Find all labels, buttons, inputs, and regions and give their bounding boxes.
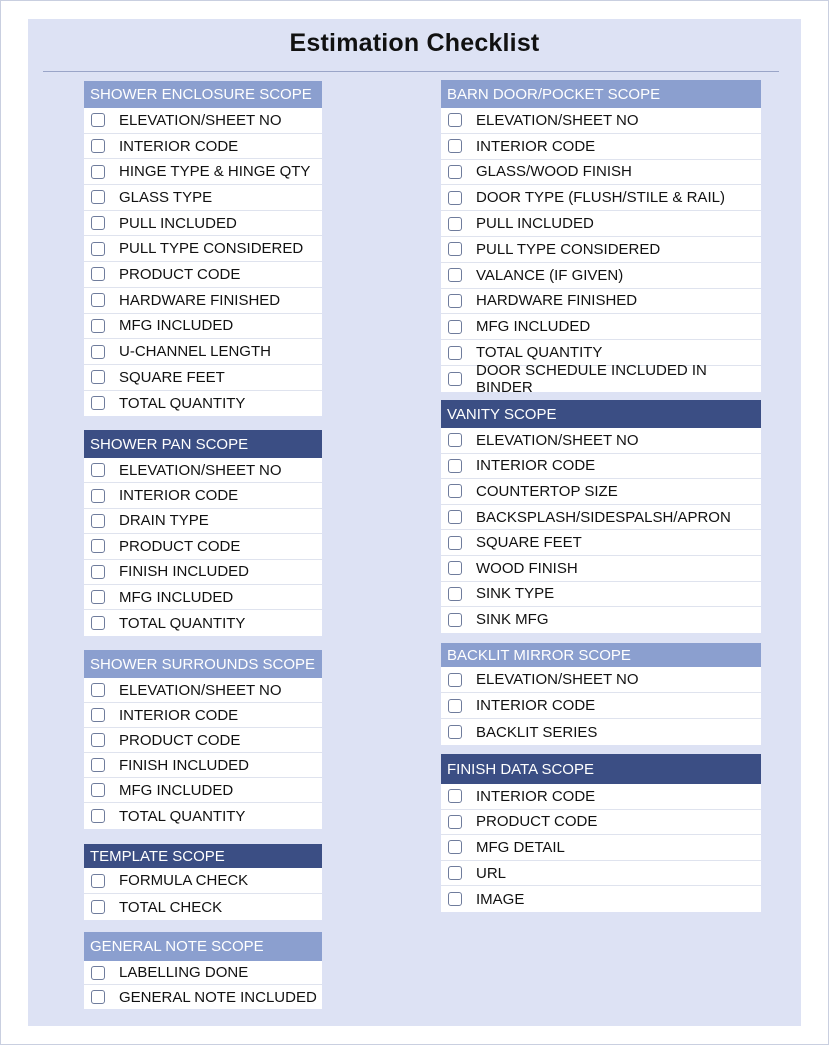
checkbox[interactable] [91,113,105,127]
checkbox[interactable] [91,139,105,153]
checkbox[interactable] [448,484,462,498]
checklist-item-label: SINK TYPE [476,585,555,603]
checklist-item-label: ELEVATION/SHEET NO [476,111,639,129]
checkbox[interactable] [91,616,105,630]
section-shower-surrounds [84,650,322,829]
checklist-item[interactable] [84,159,322,185]
checklist-item[interactable] [84,753,322,778]
checklist-item[interactable] [84,778,322,803]
checkbox[interactable] [448,242,462,256]
checkbox[interactable] [448,587,462,601]
checklist-item-label: HINGE TYPE & HINGE QTY [119,163,311,181]
checkbox[interactable] [91,990,105,1004]
checkbox[interactable] [448,561,462,575]
checkbox[interactable] [91,463,105,477]
checklist-item-label: ELEVATION/SHEET NO [119,111,282,129]
checklist-item[interactable] [441,667,761,693]
checklist-item[interactable] [441,693,761,719]
checklist-item[interactable] [441,237,761,263]
checklist-item[interactable] [441,505,761,531]
checklist-item-label: GENERAL NOTE INCLUDED [119,988,317,1006]
checklist-item-label: COUNTERTOP SIZE [476,482,618,500]
checkbox[interactable] [91,345,105,359]
checklist-item-label: INTERIOR CODE [476,137,596,155]
checkbox[interactable] [91,783,105,797]
checklist-item[interactable] [441,479,761,505]
checklist-item[interactable] [441,160,761,186]
section-backlit-mirror [441,643,761,745]
checkbox[interactable] [448,815,462,829]
checklist-item[interactable] [84,894,322,920]
section-barn-door [441,80,761,396]
checkbox[interactable] [91,216,105,230]
section-title: TEMPLATE SCOPE [84,844,322,868]
checkbox[interactable] [91,489,105,503]
checklist-item-label: INTERIOR CODE [476,697,596,714]
checkbox[interactable] [91,539,105,553]
page-title: Estimation Checklist [289,29,540,57]
checklist-item-label: DOOR TYPE (FLUSH/STILE & RAIL) [476,189,725,207]
checkbox[interactable] [448,372,462,386]
checklist-item-label: FINISH INCLUDED [119,563,250,581]
title-divider [43,71,779,72]
checkbox[interactable] [91,809,105,823]
checklist-item-label: IMAGE [476,890,525,908]
checklist-item[interactable] [84,585,322,610]
checkbox[interactable] [91,900,105,914]
checklist-item-label: DOOR SCHEDULE INCLUDED IN BINDER [476,361,707,396]
checklist-item[interactable] [441,361,761,396]
checkbox[interactable] [91,565,105,579]
checklist-item-label: DRAIN TYPE [119,512,209,530]
checklist-item[interactable] [441,861,761,887]
checkbox[interactable] [91,590,105,604]
checkbox[interactable] [448,320,462,334]
checkbox[interactable] [448,294,462,308]
checklist-item-label: TOTAL CHECK [119,898,223,916]
section-title: SHOWER SURROUNDS SCOPE [84,650,322,678]
checkbox[interactable] [448,699,462,713]
checklist-item[interactable] [84,458,322,483]
checklist-item-label: MFG DETAIL [476,838,565,856]
checklist-item-label: TOTAL QUANTITY [119,394,246,412]
checklist-item-label: PULL TYPE CONSIDERED [119,240,304,258]
checklist-item-label: U-CHANNEL LENGTH [119,343,271,361]
checkbox[interactable] [448,892,462,906]
checklist-item-label: ELEVATION/SHEET NO [476,431,639,449]
checklist-item[interactable] [441,134,761,160]
checklist-item[interactable] [84,262,322,288]
checklist-item-label: WOOD FINISH [476,559,578,577]
checkbox[interactable] [91,758,105,772]
checklist-item[interactable] [441,211,761,237]
section-shower-enclosure [84,81,322,416]
checklist-item-label: MFG INCLUDED [119,781,234,799]
checkbox[interactable] [91,514,105,528]
checklist-item[interactable] [84,961,322,985]
checkbox[interactable] [448,866,462,880]
checklist-item-label: VALANCE (IF GIVEN) [476,266,624,284]
checklist-item-label: TOTAL QUANTITY [119,807,246,825]
checkbox[interactable] [91,966,105,980]
checkbox[interactable] [448,459,462,473]
checklist-item-label: FINISH INCLUDED [119,756,250,774]
checkbox[interactable] [91,370,105,384]
checklist-item-label: HARDWARE FINISHED [119,291,281,309]
section-shower-pan [84,430,322,636]
checkbox[interactable] [91,683,105,697]
checklist-item-label: PULL INCLUDED [476,215,594,233]
section-title: VANITY SCOPE [441,400,761,428]
section-template [84,844,322,920]
checklist-item[interactable] [84,703,322,728]
checklist-item-label: INTERIOR CODE [119,487,239,505]
checklist-item[interactable] [441,607,761,633]
checklist-item-label: ELEVATION/SHEET NO [476,671,639,688]
checklist-item-label: TOTAL QUANTITY [476,344,603,362]
checkbox[interactable] [448,613,462,627]
checklist-item[interactable] [441,835,761,861]
checklist-item[interactable] [84,985,322,1009]
checklist-item[interactable] [441,263,761,289]
checklist-item-label: SQUARE FEET [476,534,582,552]
checkbox[interactable] [448,789,462,803]
checklist-item[interactable] [441,556,761,582]
checklist-item[interactable] [84,365,322,391]
checklist-item[interactable] [84,560,322,585]
section-general-note [84,932,322,1009]
section-finish-data [441,754,761,912]
checklist-item[interactable] [84,339,322,365]
checklist-item-label: URL [476,864,507,882]
checklist-item[interactable] [84,728,322,753]
checklist-item-label: FORMULA CHECK [119,872,249,889]
checklist-item[interactable] [441,530,761,556]
checklist-item[interactable] [84,108,322,134]
checklist-item-label: SQUARE FEET [119,368,225,386]
checklist-item-label: MFG INCLUDED [476,318,591,336]
section-title: SHOWER ENCLOSURE SCOPE [84,81,322,108]
checklist-item[interactable] [84,236,322,262]
checklist-item-label: BACKLIT SERIES [476,723,598,741]
checkbox[interactable] [448,191,462,205]
checkbox[interactable] [448,510,462,524]
checkbox[interactable] [91,319,105,333]
checklist-item[interactable] [441,582,761,608]
checklist-item[interactable] [84,483,322,508]
checklist-item[interactable] [84,185,322,211]
checklist-item-label: MFG INCLUDED [119,317,234,335]
checkbox[interactable] [448,840,462,854]
checkbox[interactable] [448,113,462,127]
checklist-item[interactable] [84,314,322,340]
checkbox[interactable] [448,673,462,687]
checklist-item-label: PULL INCLUDED [119,214,237,232]
checkbox[interactable] [91,267,105,281]
checklist-item-label: HARDWARE FINISHED [476,292,638,310]
checklist-item[interactable] [441,454,761,480]
checklist-item[interactable] [441,314,761,340]
checklist-item-label: PRODUCT CODE [119,731,241,749]
checkbox[interactable] [91,293,105,307]
checklist-item-label: INTERIOR CODE [119,706,239,724]
checklist-item-label: SINK MFG [476,611,549,629]
checklist-item-label: ELEVATION/SHEET NO [119,681,282,699]
checkbox[interactable] [91,874,105,888]
checklist-item-label: INTERIOR CODE [476,457,596,475]
checklist-item-label: LABELLING DONE [119,964,249,981]
checkbox[interactable] [448,217,462,231]
checkbox[interactable] [91,733,105,747]
checklist-item-label: MFG INCLUDED [119,588,234,606]
checklist-item[interactable] [84,211,322,237]
checklist-item-label: PULL TYPE CONSIDERED [476,240,661,258]
checklist-item[interactable] [84,678,322,703]
checklist-item[interactable] [84,391,322,417]
checklist-item[interactable] [441,810,761,836]
checklist-item[interactable] [441,428,761,454]
checkbox[interactable] [448,165,462,179]
checklist-item[interactable] [84,868,322,894]
checkbox[interactable] [448,433,462,447]
checklist-item-label: TOTAL QUANTITY [119,614,246,632]
checklist-item-label: GLASS/WOOD FINISH [476,163,632,181]
checklist-item-label: PRODUCT CODE [476,813,598,831]
checkbox[interactable] [91,396,105,410]
section-title: FINISH DATA SCOPE [441,754,761,784]
checkbox[interactable] [91,190,105,204]
checklist-item[interactable] [441,719,761,745]
checklist-item-label: PRODUCT CODE [119,265,241,283]
checklist-item[interactable] [84,134,322,160]
checklist-item-label: ELEVATION/SHEET NO [119,461,282,479]
section-title: BACKLIT MIRROR SCOPE [441,643,761,667]
section-title: SHOWER PAN SCOPE [84,430,322,458]
checkbox[interactable] [448,268,462,282]
checkbox[interactable] [448,536,462,550]
checklist-item[interactable] [84,803,322,828]
checkbox[interactable] [448,346,462,360]
checkbox[interactable] [91,242,105,256]
checklist-item[interactable] [441,289,761,315]
checkbox[interactable] [448,725,462,739]
checklist-item-label: INTERIOR CODE [476,787,596,805]
checklist-item[interactable] [84,610,322,635]
checklist-item[interactable] [84,288,322,314]
checklist-item[interactable] [441,185,761,211]
checkbox[interactable] [448,139,462,153]
checklist-item-label: PRODUCT CODE [119,537,241,555]
section-title: BARN DOOR/POCKET SCOPE [441,80,761,108]
section-vanity [441,400,761,633]
checklist-item[interactable] [84,534,322,559]
checklist-item[interactable] [441,886,761,912]
section-title: GENERAL NOTE SCOPE [84,932,322,961]
checklist-item-label: BACKSPLASH/SIDESPALSH/APRON [476,508,731,526]
checklist-item[interactable] [441,784,761,810]
checklist-item[interactable] [441,108,761,134]
checkbox[interactable] [91,165,105,179]
checkbox[interactable] [91,708,105,722]
checklist-item-label: GLASS TYPE [119,188,213,206]
checklist-item[interactable] [84,509,322,534]
checklist-item-label: INTERIOR CODE [119,137,239,155]
